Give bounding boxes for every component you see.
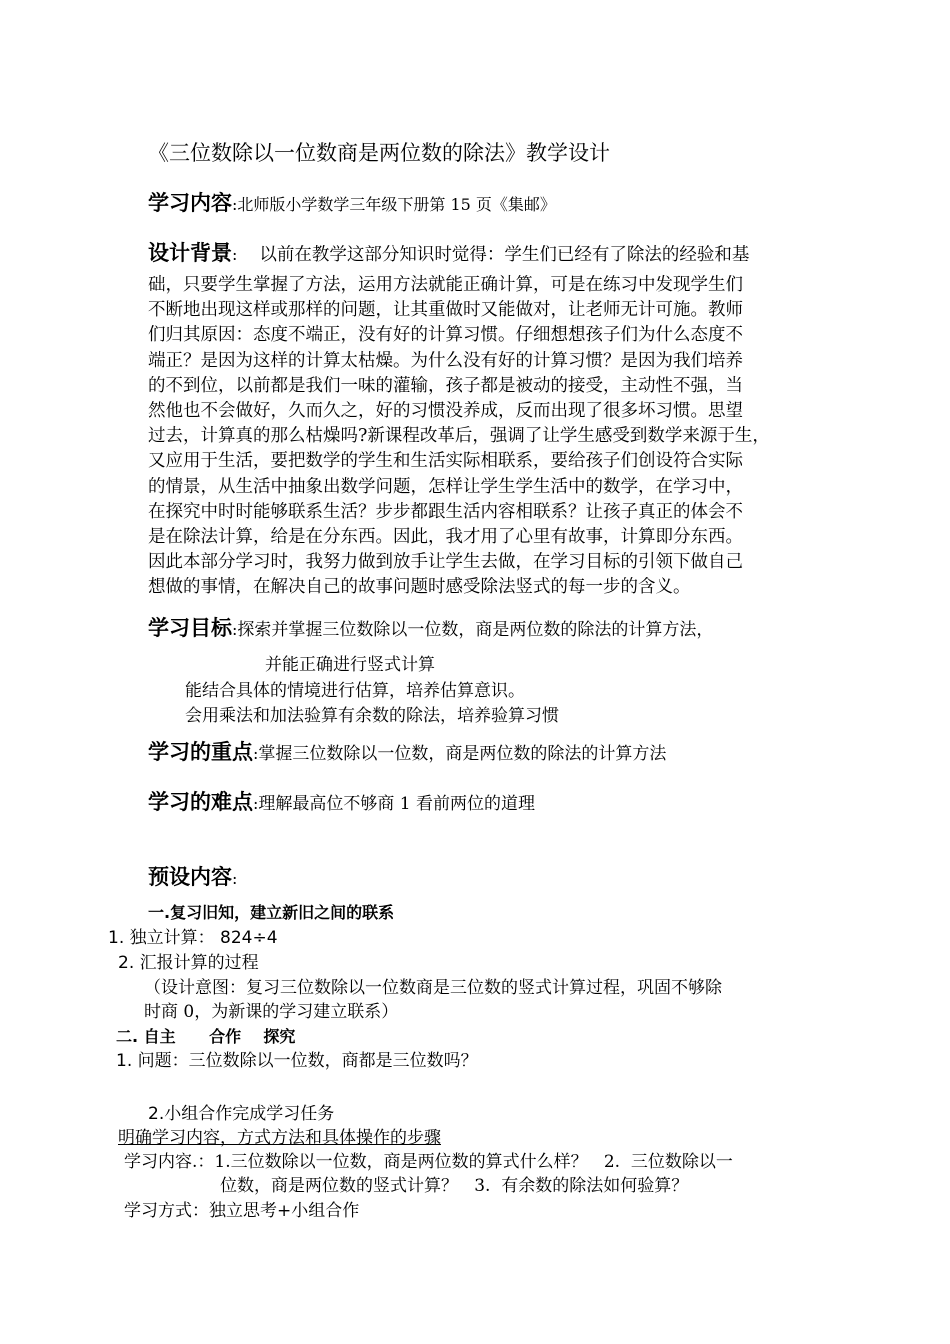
goals-line3: 能结合具体的情境进行估算，培养估算意识。 bbox=[185, 681, 525, 701]
key-point-label: 学习的重点 bbox=[148, 740, 253, 764]
part1-note-line2: 时商 0，为新课的学习建立联系） bbox=[144, 1002, 399, 1022]
background-heading bbox=[148, 237, 749, 268]
goals-heading bbox=[148, 612, 713, 642]
part2-underline-note: 明确学习内容，方式方法和具体操作的步骤 bbox=[118, 1128, 441, 1148]
preset-label: 预设内容 bbox=[148, 865, 232, 889]
background-line: 们归其原因：态度不端正，没有好的计算习惯。仔细想想孩子们为什么态度不 bbox=[148, 325, 743, 346]
background-line: 又应用于生活，要把数学的学生和生活实际相联系，要给孩子们创设符合实际 bbox=[148, 451, 743, 472]
background-line: 的情景，从生活中抽象出数学问题，怎样让学生学生活中的数学，在学习中， bbox=[148, 476, 743, 497]
preset-section bbox=[148, 861, 237, 891]
goals-line2: 并能正确进行竖式计算 bbox=[265, 655, 435, 675]
content-text: 北师版小学数学三年级下册第 15 页《集邮》 bbox=[237, 195, 556, 214]
background-line: 的不到位，以前都是我们一味的灌输，孩子都是被动的接受，主动性不强，当 bbox=[148, 375, 743, 396]
background-line: 端正？是因为这样的计算太枯燥。为什么没有好的计算习惯？是因为我们培养 bbox=[148, 350, 743, 371]
difficulty-label: 学习的难点 bbox=[148, 790, 253, 814]
part2-method: 学习方式：独立思考+小组合作 bbox=[124, 1201, 360, 1221]
part1-heading: 一.复习旧知，建立新旧之间的联系 bbox=[148, 903, 395, 922]
key-point-text: 掌握三位数除以一位数，商是两位数的除法的计算方法 bbox=[258, 744, 667, 764]
key-point-colon: : bbox=[253, 744, 259, 763]
part2-item1: 1. 问题：三位数除以一位数，商都是三位数吗？ bbox=[116, 1051, 478, 1071]
background-line: 然他也不会做好，久而久之，好的习惯没养成，反而出现了很多坏习惯。思望 bbox=[148, 401, 743, 422]
content-colon: : bbox=[232, 195, 238, 214]
part2-content-line1: 学习内容.：1.三位数除以一位数，商是两位数的算式什么样？ 2. 三位数除以一 bbox=[124, 1152, 733, 1172]
background-line: 在探究中时时能够联系生活？步步都跟生活内容相联系？让孩子真正的体会不 bbox=[148, 501, 743, 522]
part1-item2: 2. 汇报计算的过程 bbox=[118, 953, 259, 973]
background-line: 过去，计算真的那么枯燥吗?新课程改革后，强调了让学生感受到数学来源于生， bbox=[148, 426, 770, 447]
part2-heading: 二. 自主 合作 探究 bbox=[116, 1027, 296, 1046]
key-point-section bbox=[148, 736, 666, 766]
background-line: 想做的事情，在解决自己的故事问题时感受除法竖式的每一步的含义。 bbox=[148, 577, 691, 598]
background-line: 不断地出现这样或那样的问题，让其重做时又能做对，让老师无计可施。教师 bbox=[148, 300, 743, 321]
difficulty-text: 理解最高位不够商 1 看前两位的道理 bbox=[258, 794, 536, 814]
background-colon: : bbox=[232, 245, 238, 264]
difficulty-colon: : bbox=[253, 794, 259, 813]
part2-content-line2: 位数，商是两位数的竖式计算？ 3. 有余数的除法如何验算？ bbox=[220, 1176, 689, 1196]
goals-colon: : bbox=[232, 620, 238, 639]
part2-item2: 2.小组合作完成学习任务 bbox=[148, 1104, 335, 1124]
goals-line1: 探索并掌握三位数除以一位数，商是两位数的除法的计算方法， bbox=[237, 620, 714, 640]
background-line: 因此本部分学习时，我努力做到放手让学生去做，在学习目标的引领下做自己 bbox=[148, 552, 743, 573]
background-paragraph bbox=[148, 273, 770, 601]
goals-line4: 会用乘法和加法验算有余数的除法，培养验算习惯 bbox=[185, 706, 559, 726]
background-line: 是在除法计算，给是在分东西。因此，我才用了心里有故事，计算即分东西。 bbox=[148, 527, 743, 548]
content-section bbox=[148, 187, 556, 217]
background-line: 础，只要学生掌握了方法，运用方法就能正确计算，可是在练习中发现学生们 bbox=[148, 275, 743, 295]
preset-colon: : bbox=[232, 869, 238, 888]
part1-item1: 1. 独立计算： 824÷4 bbox=[108, 928, 278, 948]
part1-note-line1: （设计意图：复习三位数除以一位数商是三位数的竖式计算过程，巩固不够除 bbox=[144, 978, 722, 998]
document-title: 《三位数除以一位数商是两位数的除法》教学设计 bbox=[148, 141, 610, 165]
content-label: 学习内容 bbox=[148, 191, 232, 215]
background-first-line: 以前在教学这部分知识时觉得：学生们已经有了除法的经验和基 bbox=[259, 245, 750, 265]
goals-label: 学习目标 bbox=[148, 616, 232, 640]
difficulty-section bbox=[148, 786, 535, 816]
background-label: 设计背景 bbox=[148, 241, 232, 265]
